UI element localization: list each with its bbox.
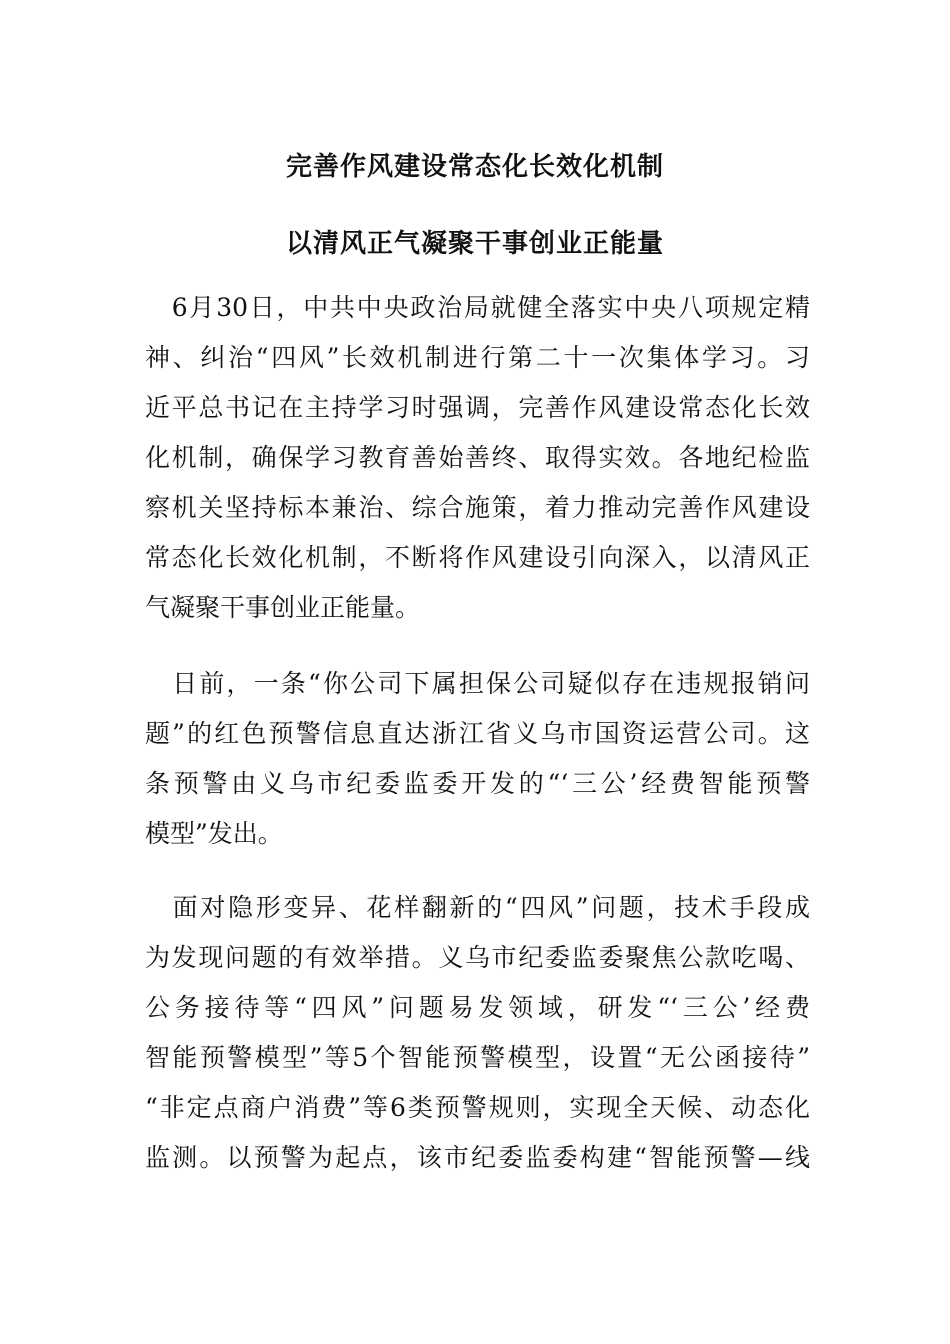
paragraph-line: 题”的红色预警信息直达浙江省义乌市国资运营公司。这 [145,719,810,748]
paragraph-line: 察机关坚持标本兼治、综合施策，着力推动完善作风建设 [145,493,810,522]
paragraph-2 [145,659,810,859]
paragraph-1 [145,283,810,633]
paragraph-line: 面对隐形变异、花样翻新的“四风”问题，技术手段成 [145,893,810,922]
paragraph-line: 模型”发出。 [145,819,283,848]
paragraph-line: “非定点商户消费”等6类预警规则，实现全天候、动态化 [145,1093,810,1122]
paragraph-line: 常态化长效化机制，不断将作风建设引向深入，以清风正 [145,543,810,572]
paragraph-line: 近平总书记在主持学习时强调，完善作风建设常态化长效 [145,393,810,422]
paragraph-line: 智能预警模型”等5个智能预警模型，设置“无公函接待” [145,1043,810,1072]
paragraph-line: 监测。以预警为起点，该市纪委监委构建“智能预警—线 [145,1143,810,1172]
paragraph-line: 条预警由义乌市纪委监委开发的“‘三公’经费智能预警 [145,769,810,798]
paragraph-line: 日前，一条“你公司下属担保公司疑似存在违规报销问 [145,669,810,698]
paragraph-line: 化机制，确保学习教育善始善终、取得实效。各地纪检监 [145,443,810,472]
paragraph-line: 公务接待等“四风”问题易发领域，研发“‘三公’经费 [145,993,810,1022]
paragraph-line: 气凝聚干事创业正能量。 [145,593,421,622]
paragraph-line: 6月30日，中共中央政治局就健全落实中央八项规定精 [145,293,810,322]
document-title-line-2: 以清风正气凝聚干事创业正能量 [285,229,664,259]
document-title-line-1: 完善作风建设常态化长效化机制 [285,152,664,182]
paragraph-3 [145,883,810,1183]
paragraph-line: 神、纠治“四风”长效机制进行第二十一次集体学习。习 [145,343,810,372]
paragraph-line: 为发现问题的有效举措。义乌市纪委监委聚焦公款吃喝、 [145,943,810,972]
